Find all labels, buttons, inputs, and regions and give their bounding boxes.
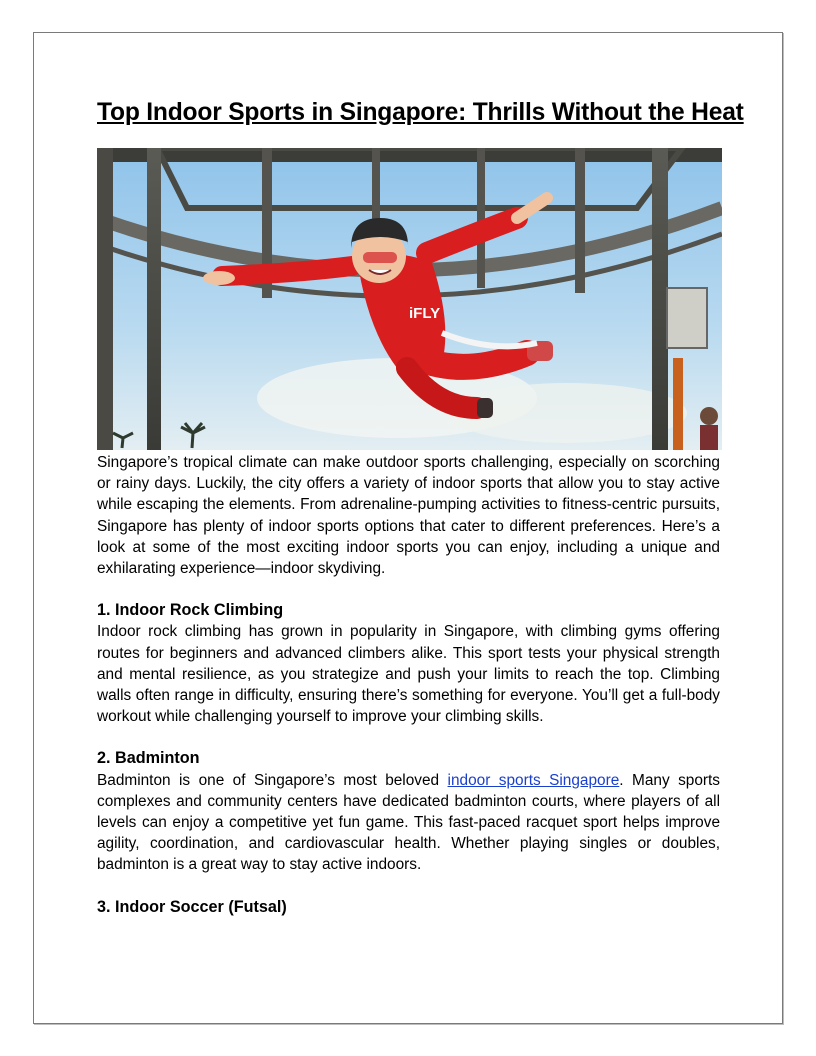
- indoor-skydiving-photo: [97, 148, 722, 450]
- suit-logo: iFLY: [409, 305, 441, 322]
- intro-paragraph: Singapore’s tropical climate can make outdoor sports challenging, especially on scorching or rainy days. Luckily, the city offers a variety of indoor sports that allow you to stay active while escaping the elements. From adrenaline-pumping activities to fitness-centric pursuits, Singapore has plenty of indoor sports options that cater to different preferences. Here’s a look at some of the most exciting indoor sports you can enjoy, including a unique and exhilarating experience—indoor skydiving.: [97, 454, 720, 578]
- section-body-badminton: [97, 770, 720, 876]
- section-heading-rock-climbing: 1. Indoor Rock Climbing: [97, 601, 284, 620]
- indoor-sports-singapore-link[interactable]: indoor sports Singapore: [447, 771, 620, 789]
- document-title: Top Indoor Sports in Singapore: Thrills Without the Heat: [97, 99, 744, 126]
- section-heading-badminton: 2. Badminton: [97, 749, 200, 768]
- badminton-text-after: . Many sports complexes and community centers have dedicated badminton courts, where players of all levels can enjoy a competitive yet fun game. This fast-paced racquet sport helps improve agility, coordination, and cardiovascular health. Whether playing singles or doubles, badminton is a great way to stay active indoors.: [97, 771, 720, 874]
- badminton-text-before: Badminton is one of Singapore’s most beloved: [97, 771, 448, 789]
- section-heading-futsal: 3. Indoor Soccer (Futsal): [97, 897, 287, 916]
- document-content: [97, 96, 744, 916]
- document-body: [97, 452, 720, 918]
- section-body-rock-climbing: Indoor rock climbing has grown in popularity in Singapore, with climbing gyms offering routes for beginners and advanced climbers alike. This sport tests your physical strength and mental resilience, as you strategize and push your limits to reach the top. Climbing walls often range in difficulty, ensuring there’s something for everyone. You’ll get a full-body workout while challenging yourself to improve your climbing skills.: [97, 623, 720, 726]
